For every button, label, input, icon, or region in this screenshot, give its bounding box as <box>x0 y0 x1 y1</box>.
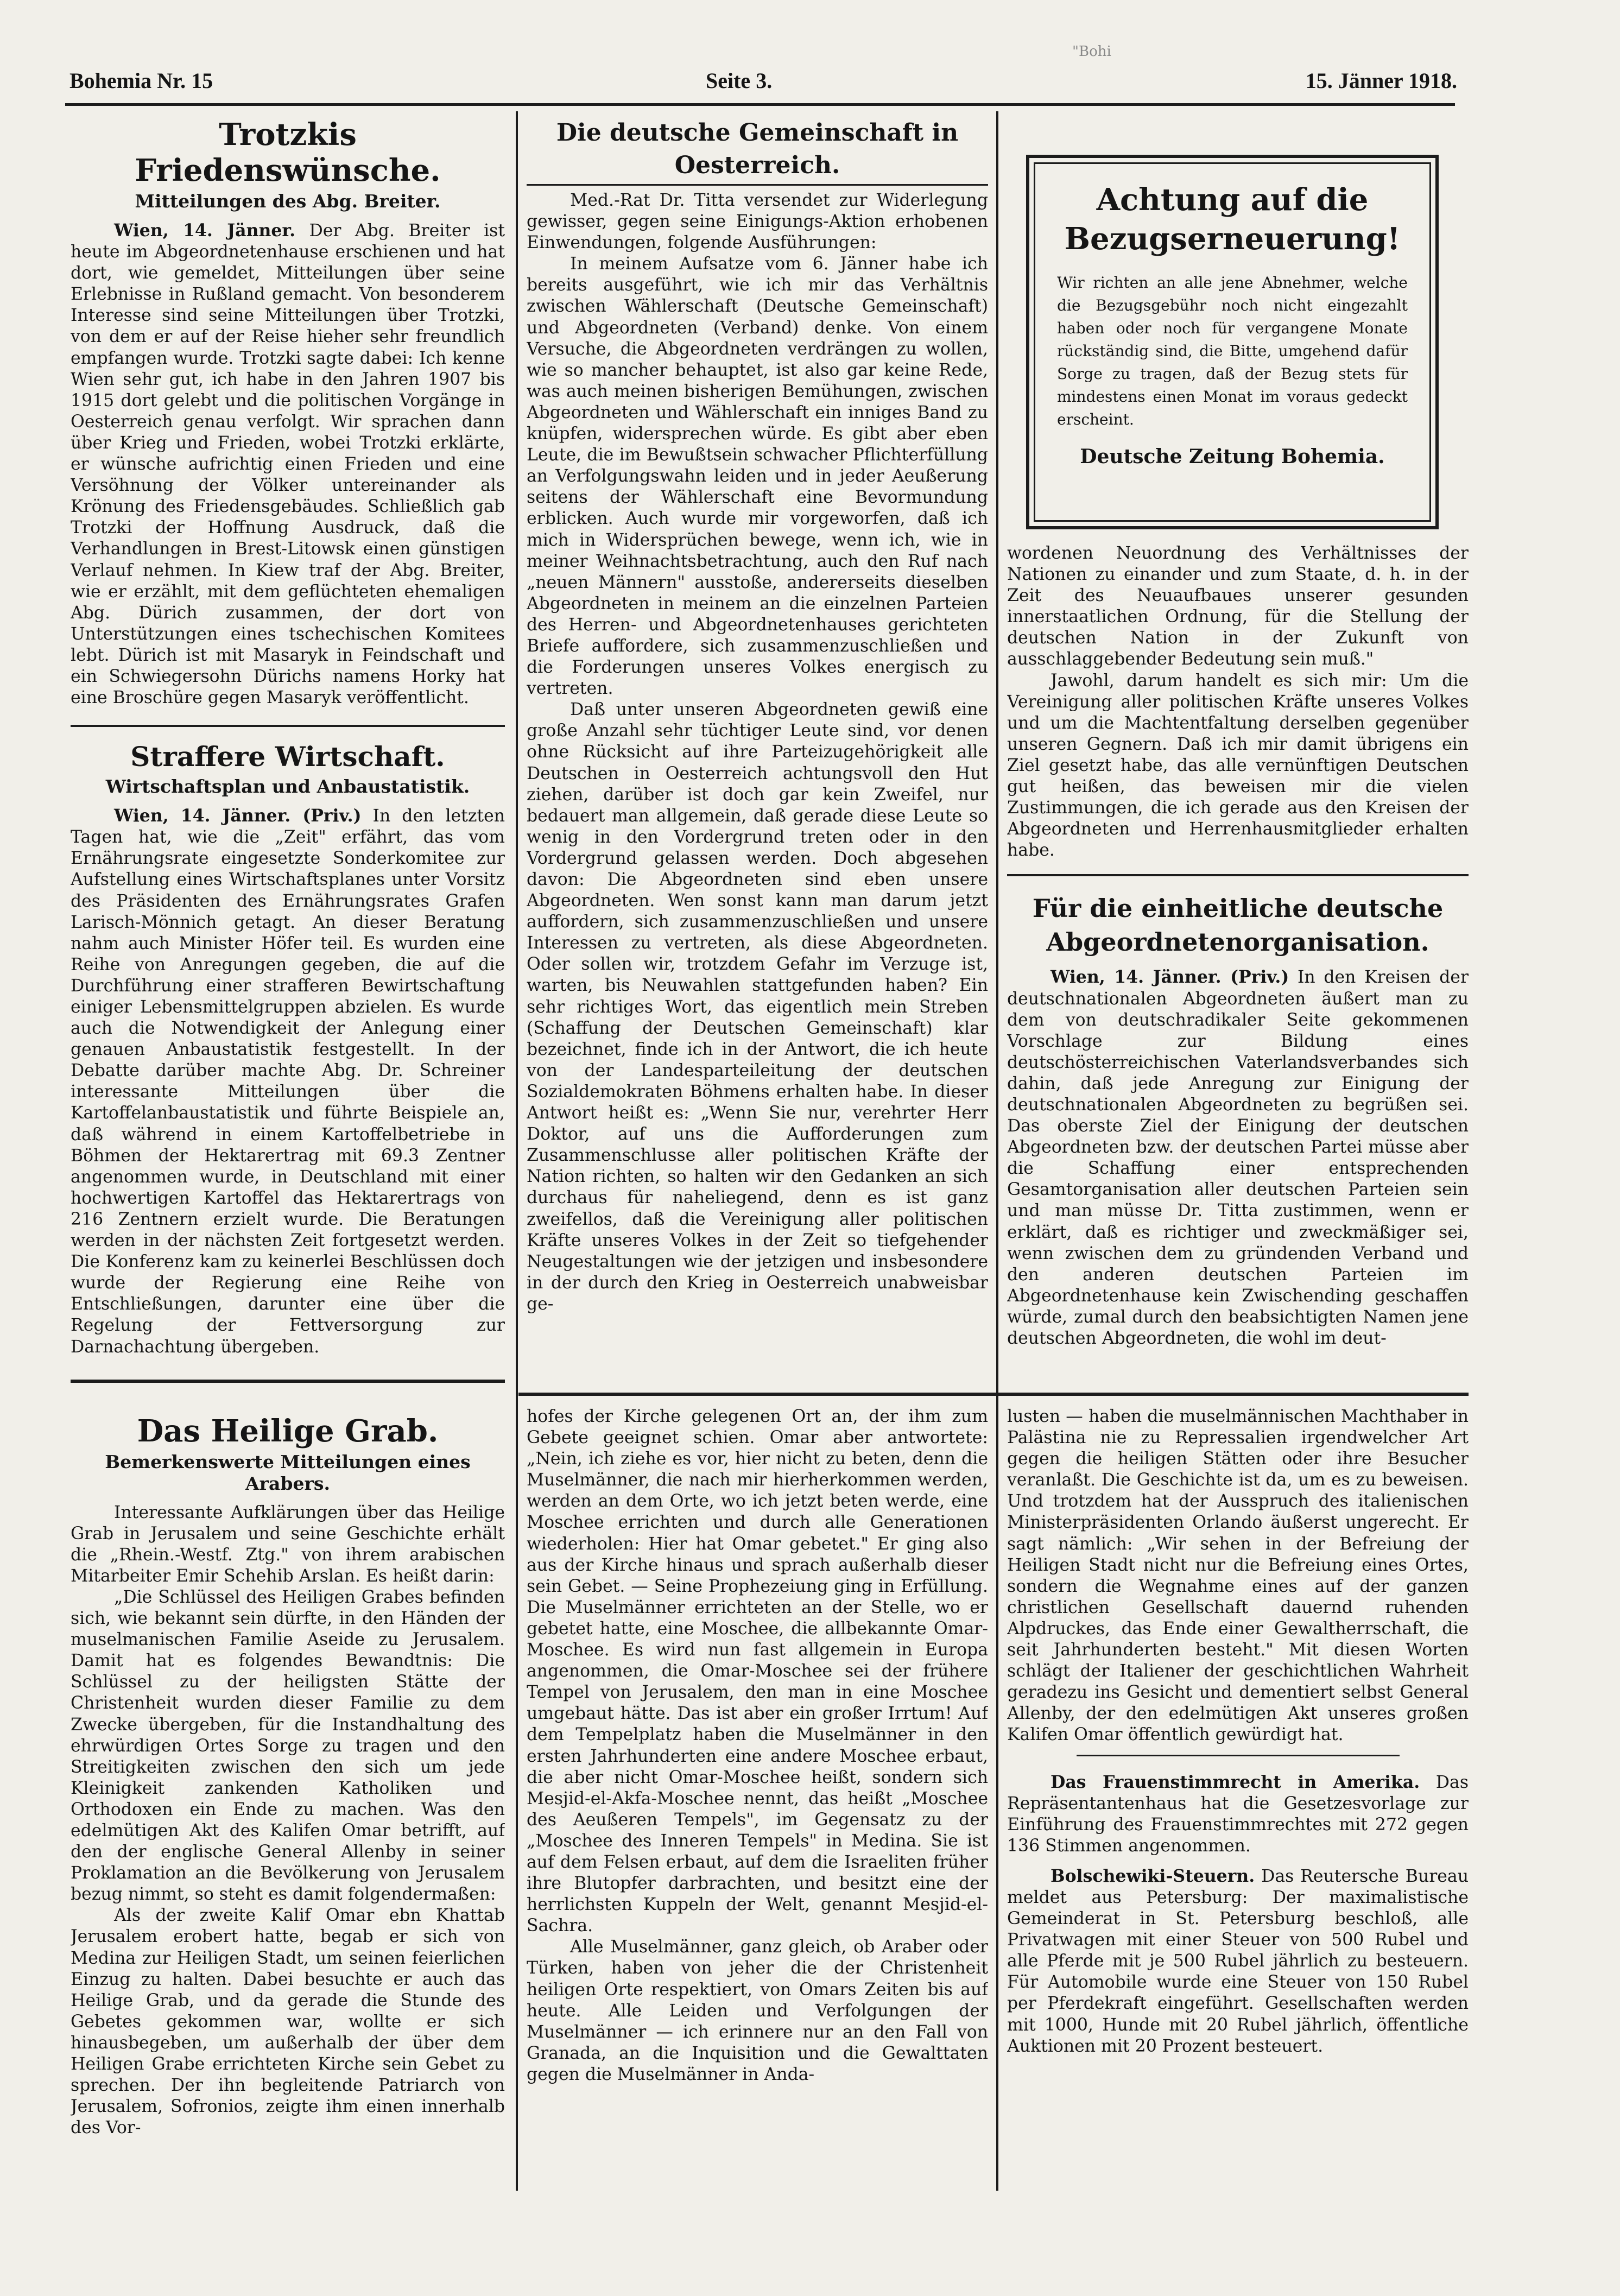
paragraph: „Die Schlüssel des Heiligen Grabes befinden sich, wie bekannt sein dürfte, in den Händen der muselmanischen Familie Aseide zu Jerusalem. Damit hat es folgendes Bewandtnis: Die Schlüssel zu der heiligsten Stätte der Christenheit wurden dieser Familie zu dem Zwecke übergeben, für die Instandhaltung des ehrwürdigen Ortes Sorge zu tragen und den Streitigkeiten zwischen den sich um jede Kleinigkeit zankenden Katholiken und Orthodoxen ein Ende zu machen. Was den edelmütigen Akt des Kalifen Omar betrifft, auf den der englische General Allenby in seiner Proklamation an die Bevölkerung von Jerusalem bezug nimmt, so steht es damit folgendermaßen: <box>71 1587 505 1905</box>
paragraph: Alle Muselmänner, ganz gleich, ob Araber oder Türken, haben von jeher die der Christenheit heiligen Orte respektiert, von Omars Zeiten bis auf heute. Alle Leiden und Verfolgungen der Muselmänner — ich erinnere nur an den Fall von Granada, an die Inquisition und die Gewalttaten gegen die Muselmänner in Anda- <box>527 1937 988 2084</box>
article-bolschewiki <box>1007 1865 1469 2057</box>
dateline: Wien, 14. Jänner. (Priv.) <box>114 806 362 826</box>
paragraph: Jawohl, darum handelt es sich mir: Um die Vereinigung aller politischen Kräfte unseres Volkes und um die Machtentfaltung derselben gegenüber unseren Gegnern. Daß ich mir damit übrigens ein Ziel gesetzt habe, das alle vernünftigen Deutschen gut heißen, das beweisen mir die vielen Zustimmungen, die ich gerade aus den Kreisen der Abgeordneten und Herrenhausmitglieder erhalten habe. <box>1007 671 1469 861</box>
column-3-lower <box>1007 1406 1469 2193</box>
column-rule-2 <box>996 111 998 2191</box>
article-abgeordnetenorganisation-body <box>1007 966 1469 1349</box>
paragraph: hofes der Kirche gelegenen Ort an, der ihm zum Gebete geeignet schien. Omar aber antwortete: „Nein, ich ziehe es vor, hier nicht zu beten, denn die Muselmänner, die nach mir hierherkommen werden, werden an dem Orte, wo ich jetzt beten werde, eine Moschee errichten und durch alle Generationen wiederholen: Hier hat Omar gebetet." Er ging also aus der Kirche hinaus und sprach außerhalb dieser sein Gebet. — Seine Prophezeiung ging in Erfüllung. Die Muselmänner errichteten an der Stelle, wo er gebetet hatte, eine Moschee, die allbekannte Omar-Moschee. Es wird nun fast allgemein in Europa angenommen, die Omar-Moschee sei der frühere Tempel von Jerusalem, den man in eine Moschee umgebaut hätte. Das ist aber ein großer Irrtum! Auf dem Tempelplatz haben die Muselmänner in den ersten Jahrhunderten eine andere Moschee erbaut, die aber nicht Omar-Moschee heißt, sondern sich Mesjid-el-Akfa-Moschee nennt, das heißt „Moschee des Aeußeren Tempels", im Gegensatz zu der „Moschee des Inneren Tempels" in Medina. Sie ist auf dem Felsen erbaut, auf dem die Israeliten früher ihre Blutopfer darbrachten, und besitzt eine der herrlichsten Kuppeln der Welt, genannt Mesjid-el-Sachra. <box>527 1407 988 1936</box>
column-2-lower <box>527 1406 988 2193</box>
article-lead: Das Frauenstimmrecht in Amerika. <box>1051 1772 1420 1792</box>
notice-signature: Deutsche Zeitung Bohemia. <box>1080 445 1385 468</box>
section-rule <box>1007 874 1469 876</box>
paragraph: In meinem Aufsatze vom 6. Jänner habe ich bereits ausgeführt, wie ich mir das Verhältnis zwischen Wählerschaft (Deutsche Gemeinschaft) und Abgeordneten (Verband) denke. Von einem Versuche, die Abgeordneten verdrängen zu wollen, wie so mancher behauptet, ist also gar keine Rede, was auch meinen bisherigen Bemühungen, zwischen Abgeordneten und Wählerschaft ein inniges Band zu knüpfen, widersprechen würde. Es gibt aber eben Leute, die im Bewußtsein schwacher Pflichterfüllung an Verfolgungswahn leiden und in jeder Aeußerung seitens der Wählerschaft eine Bevormundung erblicken. Auch wurde mir vorgeworfen, daß ich mich in Widersprüchen bewege, wenn ich, wie in meiner Weihnachtsbetrachtung, auch den Ruf nach „neuen Männern" ausstoße, andererseits dieselben Abgeordneten in meinem an die einzelnen Parteien des Herren- und Abgeordnetenhauses gerichteten Briefe auffordere, sich zusammenzuschließen und die Forderungen unseres Volkes energisch zu vertreten. <box>527 254 988 699</box>
section-rule <box>1077 1755 1400 1756</box>
column-3-upper <box>1007 543 1469 1374</box>
issue-date: 15. Jänner 1918. <box>1305 68 1457 93</box>
headline-abgeordnetenorganisation: Für die einheitliche deutsche Abgeordnetenorganisation. <box>1032 894 1444 957</box>
article-lead: Bolschewiki-Steuern. <box>1051 1865 1255 1886</box>
paragraph: Med.-Rat Dr. Titta versendet zur Widerlegung gewisser, gegen seine Einigungs-Aktion erhobenen Einwendungen, folgende Ausführungen: <box>527 191 988 253</box>
notice-title: Achtung auf die Bezugserneuerung! <box>1064 182 1401 257</box>
subscription-notice-inner <box>1034 162 1431 522</box>
subheadline-wirtschaft: Wirtschaftsplan und Anbaustatistik. <box>105 776 470 798</box>
subscription-notice-box <box>1026 155 1439 529</box>
paragraph: In den Kreisen der deutschnationalen Abgeordneten äußert man zu dem von deutschradikaler Seite gekommenen Vorschlage zur Bildung eines deutschösterreichischen Vaterlandsverbandes sich dahin, daß jede Anregung zur Einigung der deutschnationalen Abgeordneten zu begrüßen sei. Das oberste Ziel der Einigung der deutschen Abgeordneten bzw. der deutschen Partei müsse aber die Schaffung einer entsprechenden Gesamtorganisation aller deutschen Parteien sein und man müsse Dr. Titta zustimmen, wenn er erklärt, daß es richtiger und zweckmäßiger sei, wenn zwischen dem zu gründenden Verband und den anderen deutschen Parteien im Abgeordnetenhause kein Zwischending geschaffen würde, zumal durch den beabsichtigten Namen jene deutschen Abgeordneten, die wohl im deut- <box>1007 967 1469 1348</box>
paragraph: Der Abg. Breiter ist heute im Abgeordnetenhause erschienen und hat dort, wie gemeldet, Mitteilungen über seine Erlebnisse in Rußland gemacht. Von besonderem Interesse sind seine Mitteilungen über Trotzki, von dem er auf der Reise hieher sehr freundlich empfangen wurde. Trotzki sagte dabei: Ich kenne Wien sehr gut, ich habe in den Jahren 1907 bis 1915 dort gelebt und die politischen Vorgänge in Oesterreich genau verfolgt. Wir sprachen dann über Krieg und Frieden, wobei Trotzki erklärte, er wünsche aufrichtig einen Frieden und eine Versöhnung der Völker untereinander als Krönung des Friedensgebäudes. Schließlich gab Trotzki der Hoffnung Ausdruck, daß die Verhandlungen in Brest-Litowsk einen günstigen Verlauf nehmen. In Kiew traf der Abg. Breiter, wie er erzählt, mit dem geflüchteten ehemaligen Abg. Dürich zusammen, der dort von Unterstützungen eines tschechischen Komitees lebt. Dürich ist mit Masaryk in Feindschaft und ein Schwiegersohn Dürichs namens Horky hat eine Broschüre gegen Masaryk veröffentlicht. <box>71 221 505 708</box>
article-wirtschaft-body <box>71 805 505 1357</box>
subheadline-trotzki: Mitteilungen des Abg. Breiter. <box>135 191 441 212</box>
headline-wirtschaft: Straffere Wirtschaft. <box>130 741 445 773</box>
paragraph: Als der zweite Kalif Omar ebn Khattab Jerusalem erobert hatte, begab er sich von Medina zur Heiligen Stadt, um seinen feierlichen Einzug zu halten. Dabei besuchte er auch das Heilige Grab, und da gerade die Stunde des Gebetes gekommen war, wollte er sich hinausbegeben, um außerhalb der über dem Heiligen Grabe errichteten Kirche sein Gebet zu sprechen. Der ihn begleitende Patriarch von Jerusalem, Sofronios, zeigte ihm einen innerhalb des Vor- <box>71 1906 505 2138</box>
section-rule <box>71 1380 505 1383</box>
subheadline-heilige-grab: Bemerkenswerte Mitteilungen eines Arabers. <box>105 1451 471 1494</box>
page-number: Seite 3. <box>706 68 773 93</box>
headline-trotzki: Trotzkis Friedenswünsche. <box>135 117 441 188</box>
dateline: Wien, 14. Jänner. (Priv.) <box>1051 967 1289 988</box>
column-1 <box>71 117 505 2196</box>
paragraph: Das Reutersche Bureau meldet aus Petersburg: Der maximalistische Gemeinderat in St. Petersburg beschloß, alle Privatwagen mit einer Steuer von 500 Rubel und alle Pferde mit je 500 Rubel jährlich zu besteuern. Für Automobile wurde eine Steuer von 150 Rubel per Pferdekraft eingeführt. Gesellschaften werden mit 1000, Hunde mit 20 Rubel jährlich, öffentliche Auktionen mit 20 Prozent besteuert. <box>1007 1866 1469 2056</box>
paragraph: wordenen Neuordnung des Verhältnisses der Nationen zu einander und zum Staate, d. h. in der Zeit des Neuaufbaues unserer gesunden innerstaatlichen Ordnung, für die Stellung der deutschen Nation in der Zukunft von ausschlaggebender Bedeutung sein muß." <box>1007 543 1469 669</box>
section-rule <box>71 725 505 727</box>
masthead-issue: Bohemia Nr. 15 <box>69 68 213 93</box>
header-rule <box>65 103 1455 106</box>
paragraph: In den letzten Tagen hat, wie die „Zeit" erfährt, das vom Ernährungsrate eingesetzte Sonderkomitee zur Aufstellung eines Wirtschaftsplanes unter Vorsitz des Präsidenten des Ernährungsrates Grafen Larisch-Mönnich getagt. An dieser Beratung nahm auch Minister Höfer teil. Es wurden eine Reihe von Anregungen gegeben, die auf die Durchführung einer strafferen Bewirtschaftung einiger Lebensmittelgruppen abzielen. Es wurde auch die Notwendigkeit der Anlegung einer genauen Anbaustatistik festgestellt. In der Debatte darüber machte Abg. Dr. Schreiner interessante Mitteilungen über die Kartoffelanbaustatistik und führte Beispiele an, daß während in einem Kartoffelbetriebe in Böhmen der Hektarertrag mit 69.3 Zentner angenommen wurde, in Deutschland mit einer hochwertigen Kartoffel das Hektarertrags von 216 Zentnern erzielt wurde. Die Beratungen werden in der nächsten Zeit fortgesetzt werden. Die Konferenz kam zu keinerlei Beschlüssen doch wurde der Regierung eine Reihe von Entschließungen, darunter eine über die Regelung der Fettversorgung zur Darnachachtung übergeben. <box>71 806 505 1357</box>
article-trotzki-body <box>71 220 505 709</box>
column-2-upper <box>527 117 988 1379</box>
headline-deutsche-gemeinschaft: Die deutsche Gemeinschaft in Oesterreich. <box>556 119 959 179</box>
dateline: Wien, 14. Jänner. <box>114 220 296 241</box>
article-frauenstimmrecht <box>1007 1772 1469 1857</box>
headline-heilige-grab: Das Heilige Grab. <box>137 1413 439 1449</box>
column-rule-1 <box>516 111 518 2191</box>
paragraph: Daß unter unseren Abgeordneten gewiß eine große Anzahl sehr tüchtiger Leute sind, vor denen ohne Rücksicht auf ihre Parteizugehörigkeit alle Deutschen in Oesterreich achtungsvoll den Hut ziehen, darüber ist doch gar kein Zweifel, nur bedauert man allgemein, daß gerade diese Leute so wenig in den Vordergrund treten oder in den Vordergrund gelassen werden. Doch abgesehen davon: Die Abgeordneten sind eben unsere Abgeordneten. Wen sonst kann man darum jetzt auffordern, sich zusammenzuschließen und unsere Interessen zu vertreten, als diese Abgeordneten. Oder sollen wir, trotzdem Gefahr im Verzuge ist, warten, bis Neuwahlen stattgefunden haben? Ein sehr richtiges Wort, das eigentlich mein Streben (Schaffung der Deutschen Gemeinschaft) klar bezeichnet, finde ich in der Antwort, die ich heute von der Landesparteileitung der deutschen Sozialdemokraten Böhmens erhalten habe. In dieser Antwort heißt es: „Wenn Sie nur, verehrter Herr Doktor, auf uns die Aufforderungen zum Zusammenschlusse aller politischen Kräfte der Nation richten, so halten wir den Gedanken an sich durchaus für naheliegend, denn es ist ganz zweifellos, daß die Vereinigung aller politischen Kräfte unseres Volkes in der Zeit so tiefgehender Neugestaltungen wie der jetzigen und insbesondere in der durch den Krieg in Oesterreich unabweisbar ge- <box>527 700 988 1314</box>
notice-body: Wir richten an alle jene Abnehmer, welche die Bezugsgebühr noch nicht eingezahlt haben oder noch für vergangene Monate rückständig sind, die Bitte, umgehend dafür Sorge zu tragen, daß der Bezug stets für mindestens einen Monat im voraus gedeckt erscheint. <box>1057 274 1408 428</box>
paragraph: lusten — haben die muselmännischen Machthaber in Palästina nie zu Repressalien irgendwelcher Art gegen die heiligen Stätten oder ihre Besucher veranlaßt. Die Geschichte ist da, um es zu beweisen. Und trotzdem hat der Ausspruch des italienischen Ministerpräsidenten Orlando äußerst ungerecht. Er sagt nämlich: „Wir sehen in der Befreiung der Heiligen Stadt nicht nur die Befreiung eines Ortes, sondern die Wegnahme eines auf der ganzen christlichen Gesellschaft dauernd ruhenden Alpdruckes, das Ende einer Gewaltherrschaft, die seit Jahrhunderten besteht." Mit diesen Worten schlägt der Italiener der geschichtlichen Wahrheit geradezu ins Gesicht und dementiert selbst General Allenby, der den edelmütigen Akt unseres großen Kalifen Omar öffentlich gewürdigt hat. <box>1007 1407 1469 1745</box>
paragraph: Interessante Aufklärungen über das Heilige Grab in Jerusalem und seine Geschichte erhält die „Rhein.-Westf. Ztg." von ihrem arabischen Mitarbeiter Emir Schehib Arslan. Es heißt darin: <box>71 1502 505 1586</box>
headline-rule <box>527 184 988 186</box>
paragraph: Das Repräsentantenhaus hat die Gesetzesvorlage zur Einführung des Frauenstimmrechtes mit 272 gegen 136 Stimmen angenommen. <box>1007 1772 1469 1856</box>
lower-section-rule <box>518 1393 1469 1396</box>
print-smudge: "Bohi <box>1072 43 1111 60</box>
